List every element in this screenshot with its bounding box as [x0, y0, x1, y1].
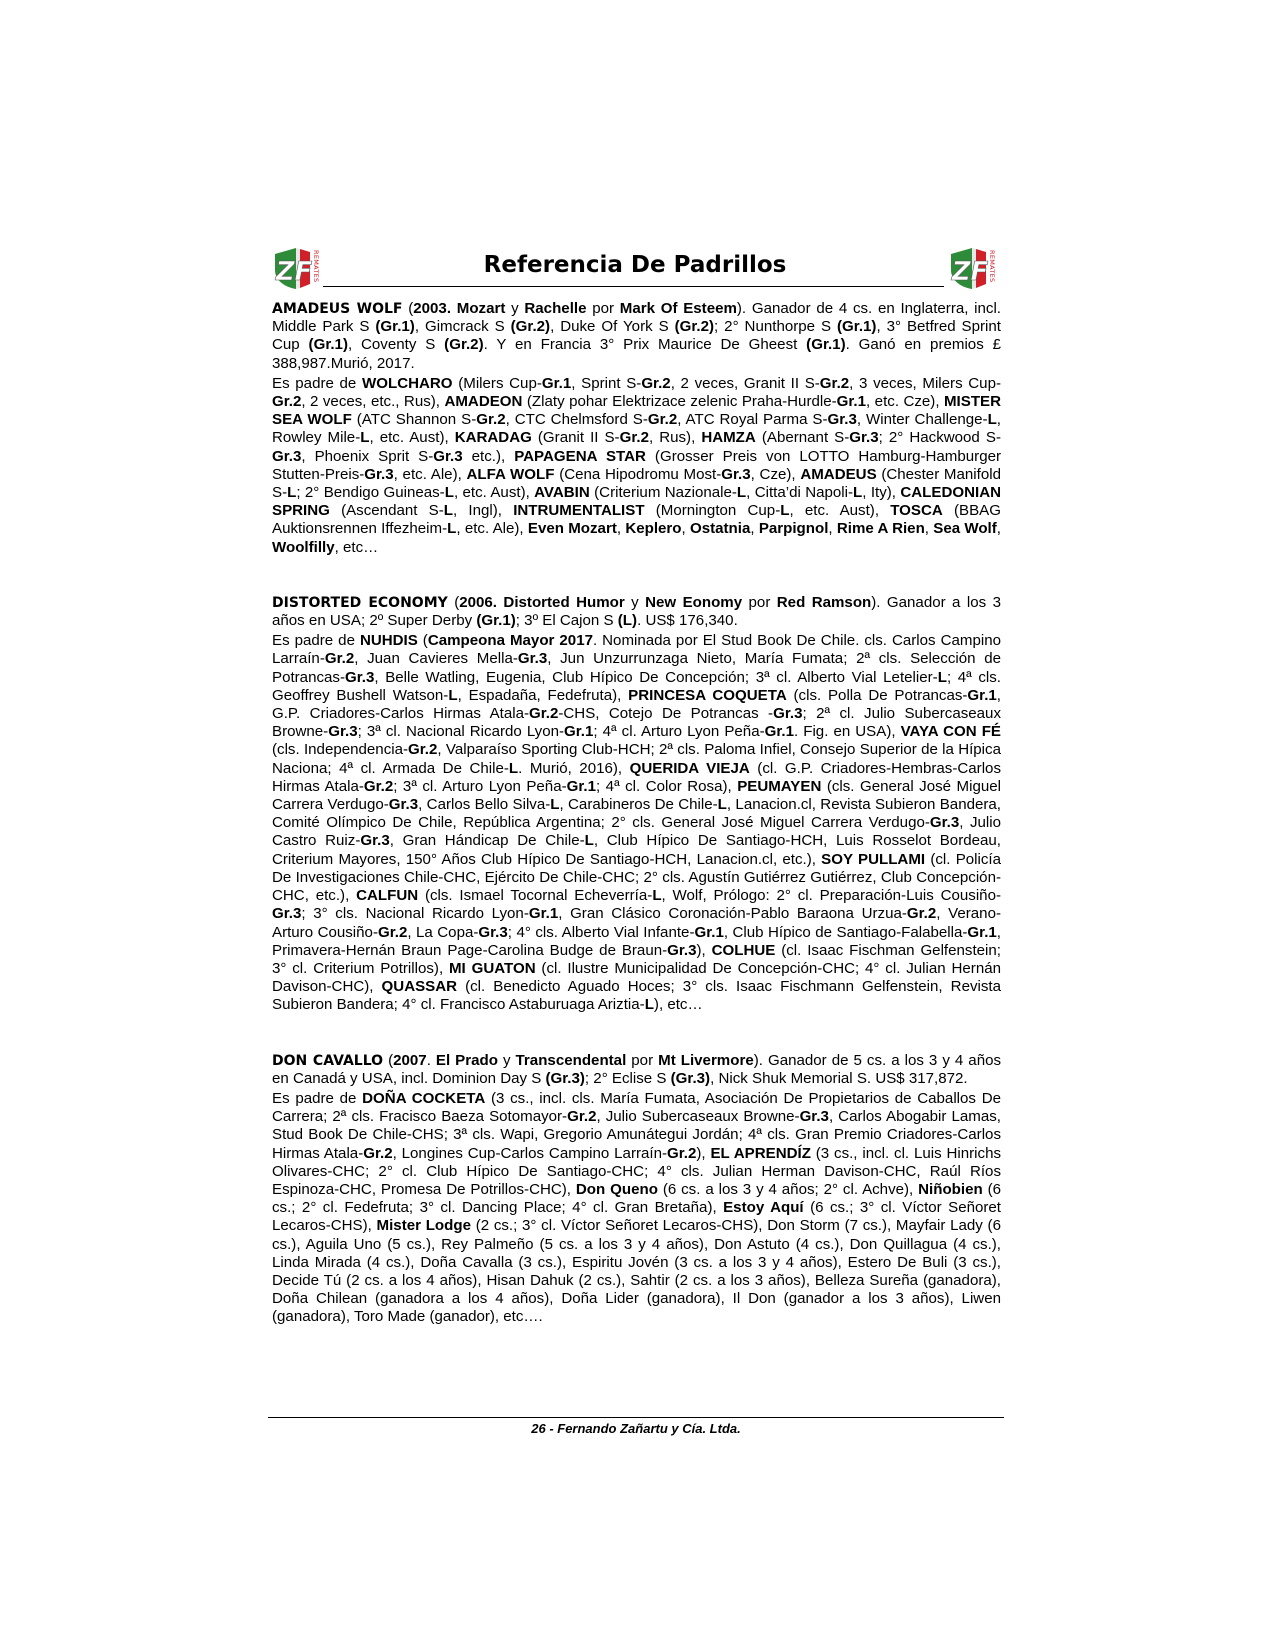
text-run: -CHS, Cotejo De Potrancas -	[558, 705, 774, 723]
text-run: (Ascendant S-	[329, 502, 444, 520]
bold-text-run: Gr.1	[836, 393, 867, 411]
text-run: (cls. General José Miguel Carrera Verdugo-	[272, 777, 1001, 814]
bold-text-run: TOSCA	[890, 502, 943, 520]
text-run: , Sprint S-	[571, 374, 642, 392]
text-run: ,	[750, 520, 759, 538]
text-run: , etc. Cze),	[866, 393, 944, 411]
bold-text-run: Woolfilly	[272, 538, 335, 556]
bold-text-run: Niñobien	[918, 1180, 983, 1198]
text-run: ,	[681, 520, 690, 538]
bold-text-run: Gr.1	[967, 686, 997, 704]
text-run: (cls. Polla De Potrancas-	[786, 686, 968, 704]
bold-text-run: Mister Lodge	[376, 1217, 471, 1235]
bold-text-run: Gr.3	[667, 941, 697, 959]
text-run: . Murió, 2016),	[518, 759, 630, 777]
bold-text-run: Gr.2	[272, 393, 302, 411]
text-run: ). Ganador de 5 cs. a los 3 y 4 años en Canadá y USA, incl. Dominion Day S	[272, 1051, 1002, 1087]
remates-logo-right	[946, 244, 1002, 290]
bold-text-run: Gr.3	[929, 814, 960, 832]
text-run: . Nominada por El Stud Book De Chile. cls. Carlos Campino Larraín-	[272, 632, 1001, 668]
page-title: Referencia De Padrillos	[483, 252, 787, 278]
text-run: . Fig. en USA),	[794, 723, 901, 741]
text-run: , Phoenix Sprit S-	[301, 447, 434, 465]
text-run: , CTC Chelmsford S-	[505, 411, 648, 429]
text-run: , Ingl),	[453, 502, 514, 520]
text-run: Es padre de	[272, 374, 362, 392]
text-run: ; 2° Eclise S	[584, 1069, 671, 1087]
text-run: ,	[996, 520, 1001, 538]
bold-text-run: 2006. Distorted Humor	[459, 593, 625, 611]
text-run: , Rus),	[648, 429, 702, 447]
bold-text-run: New Eonomy	[645, 593, 743, 611]
sire-entry	[272, 594, 1001, 1015]
bold-text-run: Gr.3	[721, 465, 751, 483]
text-run: (cl. Ilustre Municipalidad De Concepción-CHC; 4° cl. Julian Hernán Davison-CHC),	[272, 959, 1002, 996]
text-run: (	[383, 1051, 394, 1069]
bold-text-run: (Gr.2)	[444, 336, 484, 354]
text-run: , Espadaña, Fedefruta),	[457, 686, 629, 704]
bold-text-run: Gr.3	[478, 923, 508, 941]
bold-text-run: Gr.3	[345, 668, 375, 686]
bold-text-run: Estoy Aquí	[723, 1199, 804, 1217]
bold-text-run: AMADEON	[444, 393, 523, 411]
text-run: , Julio Castro Ruiz-	[272, 814, 1002, 850]
text-run: ; 4ª cl. Color Rosa),	[596, 777, 738, 795]
bold-text-run: (L)	[617, 612, 638, 630]
text-run: (	[447, 593, 460, 611]
text-run: (3 cs., incl. cls. María Fumata, Asociación De Propietarios de Caballos De Carrera; 2ª cls. Fracisco Baeza Sotomayor-	[272, 1089, 1001, 1126]
footer-rule	[268, 1417, 1004, 1418]
bold-text-run: (Gr.3)	[545, 1069, 585, 1087]
text-run: , Club Hípico De Santiago-HCH, Luis Rosselot Bordeau, Criterium Mayores, 150° Años Club Hípico De Santiago-HCH, Lanacion.cl, etc.),	[272, 832, 1001, 868]
sire-name: DON CAVALLO	[272, 1052, 384, 1069]
text-run: (	[417, 632, 428, 650]
bold-text-run: Gr.3	[272, 447, 302, 465]
bold-text-run: L	[987, 411, 997, 429]
sire-name: AMADEUS WOLF	[272, 301, 403, 317]
bold-text-run: L	[444, 484, 454, 502]
sire-progeny	[272, 632, 1001, 1014]
bold-text-run: Red Ramson	[776, 593, 872, 611]
bold-text-run: Gr.3	[849, 429, 879, 447]
text-run: y	[624, 593, 646, 611]
text-run: (	[402, 300, 414, 317]
bold-text-run: Gr.2	[529, 705, 559, 723]
bold-text-run: Campeona Mayor 2017	[427, 632, 593, 650]
text-run: (Milers Cup-	[452, 374, 542, 392]
text-run: ; 4° cls. Alberto Vial Infante-	[507, 923, 695, 941]
sire-entry	[272, 300, 1001, 557]
bold-text-run: Gr.3	[388, 796, 419, 814]
text-run: , Jun Unzurrunzaga Nieto, María Fumata; 2ª cls. Selección de Potrancas-	[272, 650, 1001, 686]
text-run: ,	[616, 520, 626, 538]
bold-text-run: Gr.2	[363, 777, 394, 795]
bold-text-run: AMADEUS	[800, 465, 877, 483]
bold-text-run: Gr.2	[667, 1144, 697, 1162]
text-run: . Ganó en premios £ 388,987.Murió, 2017.	[272, 336, 1001, 372]
text-run: (ATC Shannon S-	[351, 411, 477, 429]
text-run: , Coventy S	[347, 336, 445, 354]
text-run: , Verano-Arturo Cousiño-	[272, 905, 1001, 941]
bold-text-run: Gr.1	[764, 723, 794, 741]
text-run: (6 cs. a los 3 y 4 años; 2° cl. Achve),	[657, 1180, 919, 1198]
bold-text-run: INTRUMENTALIST	[513, 502, 645, 520]
text-run: , etc…	[334, 538, 379, 556]
bold-text-run: Gr.1	[694, 923, 724, 941]
bold-text-run: L	[780, 502, 790, 520]
text-run: (Abernant S-	[755, 429, 850, 447]
bold-text-run: Even Mozart	[527, 520, 617, 538]
text-run: , etc. Aust),	[369, 429, 455, 447]
bold-text-run: DOÑA COCKETA	[362, 1089, 486, 1107]
sire-entry	[272, 1052, 1001, 1327]
bold-text-run: Gr.1	[564, 723, 594, 741]
bold-text-run: Gr.2	[377, 923, 408, 941]
text-run: , Julio Subercaseaux Browne-	[596, 1108, 800, 1126]
text-run: , Club Hípico de Santiago-Falabella-	[723, 923, 968, 941]
text-run: Es padre de	[272, 1089, 363, 1107]
bold-text-run: L	[287, 484, 297, 502]
bold-text-run: VAYA CON FÉ	[900, 723, 1001, 741]
sire-bio	[272, 594, 1001, 630]
text-run: , Gran Hándicap De Chile-	[389, 832, 585, 850]
bold-text-run: Gr.1	[566, 777, 596, 795]
text-run: (Zlaty pohar Elektrizace zelenic Praha-Hurdle-	[522, 393, 837, 411]
bold-text-run: (Gr.1)	[806, 336, 846, 354]
text-run: , etc. Ale),	[393, 465, 467, 483]
svg-text:ZF: ZF	[951, 257, 989, 287]
bold-text-run: L	[443, 502, 453, 520]
bold-text-run: COLHUE	[711, 941, 776, 959]
text-run: , 3 veces, Milers Cup-	[849, 374, 1001, 392]
text-run: , etc. Ale),	[456, 520, 528, 538]
bold-text-run: Sea Wolf	[933, 520, 997, 538]
text-run: ; 2ª cl. Julio Subercaseaux Browne-	[272, 705, 1001, 741]
bold-text-run: KARADAG	[454, 429, 532, 447]
text-run: , Juan Cavieres Mella-	[354, 650, 518, 668]
text-run: , La Copa-	[407, 923, 479, 941]
text-run: (cls. Ismael Tocornal Echeverría-	[418, 887, 653, 905]
sire-progeny	[272, 1090, 1001, 1327]
text-run: , Rowley Mile-	[272, 411, 1001, 447]
text-run: , Wolf, Prólogo: 2° cl. Preparación-Luis Cousiño-	[661, 887, 1001, 905]
text-run: ; 4ª cl. Arturo Lyon Peña-	[593, 723, 765, 741]
text-run: ; 3° cls. Nacional Ricardo Lyon-	[301, 905, 529, 923]
bold-text-run: NUHDIS	[359, 632, 418, 650]
bold-text-run: Gr.3	[773, 705, 803, 723]
text-run: y	[497, 1051, 516, 1069]
bold-text-run: MI GUATON	[448, 959, 536, 977]
text-run: , etc. Aust),	[789, 502, 891, 520]
text-run: , Carabineros De Chile-	[559, 796, 718, 814]
text-run: , ATC Royal Parma S-	[677, 411, 828, 429]
bold-text-run: Gr.2	[819, 374, 850, 392]
bold-text-run: PAPAGENA STAR	[514, 447, 646, 465]
text-run: ). Ganador a los 3 años en USA; 2º Super Derby	[272, 593, 1001, 630]
text-run: (BBAG Auktionsrennen Iffezheim-	[272, 502, 1001, 538]
bold-text-run: Mark Of Esteem	[619, 300, 737, 317]
text-run: (Criterium Nazionale-	[589, 484, 737, 502]
bold-text-run: Gr.2	[408, 741, 438, 759]
bold-text-run: (Gr.2)	[674, 318, 715, 336]
bold-text-run: L	[853, 484, 863, 502]
bold-text-run: AVABIN	[534, 484, 590, 502]
bold-text-run: Don Queno	[575, 1180, 658, 1198]
bold-text-run: CALEDONIAN SPRING	[272, 484, 1001, 520]
text-run: , Cze),	[750, 465, 801, 483]
page-footer: 26 - Fernando Zañartu y Cía. Ltda.	[531, 1421, 741, 1436]
bold-text-run: Ostatnia	[689, 520, 751, 538]
text-run: ; 3ª cl. Nacional Ricardo Lyon-	[357, 723, 565, 741]
bold-text-run: CALFUN	[356, 887, 419, 905]
text-run: . US$ 176,340.	[637, 612, 738, 630]
text-run: , Citta’di Napoli-	[746, 484, 854, 502]
bold-text-run: L	[717, 796, 727, 814]
bold-text-run: Parpignol	[758, 520, 829, 538]
text-run: (cl. G.P. Criadores-Hembras-Carlos Hirmas Atala-	[272, 759, 1001, 795]
bold-text-run: HAMZA	[701, 429, 756, 447]
text-run: , 2 veces, Granit II S-	[670, 374, 820, 392]
bold-text-run: El Prado	[435, 1051, 498, 1069]
bold-text-run: L	[584, 832, 594, 850]
text-run: , etc. Aust),	[453, 484, 535, 502]
text-run: ; 4ª cls. Geoffrey Bushell Watson-	[272, 668, 1002, 704]
bold-text-run: Gr.2	[363, 1144, 393, 1162]
text-run: y	[505, 300, 525, 317]
bold-text-run: Gr.3	[364, 465, 394, 483]
bold-text-run: (Gr.1)	[308, 336, 348, 354]
bold-text-run: L	[644, 996, 654, 1014]
text-run: , G.P. Criadores-Carlos Hirmas Atala-	[272, 686, 1001, 723]
bold-text-run: Gr.2	[619, 429, 649, 447]
bold-text-run: Gr.2	[647, 411, 678, 429]
bold-text-run: PRINCESA COQUETA	[628, 686, 787, 704]
text-run: , Longines Cup-Carlos Campino Larraín-	[392, 1144, 668, 1162]
bold-text-run: (Gr.1)	[837, 318, 877, 336]
text-run: , Gran Clásico Coronación-Pablo Baraona Urzua-	[558, 905, 907, 923]
bold-text-run: 2007	[393, 1051, 427, 1069]
text-run: por	[626, 1051, 659, 1069]
text-run: , Valparaíso Sporting Club-HCH; 2ª cls. Paloma Infiel, Consejo Superior de la Hípica Naciona; 4ª cl. Armada De Chile-	[272, 741, 1001, 777]
sire-bio	[272, 1052, 1001, 1088]
text-run: ). Ganador de 4 cs. en Inglaterra, incl. Middle Park S	[272, 300, 1001, 336]
bold-text-run: L	[447, 520, 457, 538]
bold-text-run: 2003. Mozart	[413, 300, 506, 317]
bold-text-run: Gr.3	[433, 447, 463, 465]
text-run: ),	[696, 1144, 711, 1162]
bold-text-run: L	[937, 668, 947, 686]
text-run: Es padre de	[272, 632, 360, 650]
bold-text-run: Gr.3	[272, 905, 302, 923]
bold-text-run: EL APRENDÍZ	[710, 1144, 811, 1162]
bold-text-run: Gr.3	[360, 832, 390, 850]
text-run: (6 cs.; 3° cl. Víctor Señoret Lecaros-CHS),	[272, 1199, 1001, 1235]
text-run: ; 3ª cl. Arturo Lyon Peña-	[393, 777, 567, 795]
bold-text-run: (Gr.3)	[670, 1069, 711, 1087]
text-run: (cl. Isaac Fischman Gelfenstein; 3° cl. Criterium Potrillos),	[272, 941, 1001, 977]
svg-text:REMATES: REMATES	[312, 250, 320, 283]
bold-text-run: QUERIDA VIEJA	[629, 759, 750, 777]
text-run: , Gimcrack S	[414, 318, 511, 336]
bold-text-run: Gr.1	[541, 374, 572, 392]
text-run: ),	[696, 941, 712, 959]
text-run: , Carlos Bello Silva-	[418, 796, 551, 814]
text-run: por	[742, 593, 777, 611]
bold-text-run: Gr.1	[967, 923, 997, 941]
text-run: (6 cs.; 2° cl. Fedefruta; 3° cl. Dancing Place; 4° cl. Gran Bretaña),	[272, 1180, 1002, 1217]
sire-progeny	[272, 375, 1001, 557]
text-run: ; 2° Bendigo Guineas-	[296, 484, 445, 502]
text-run: (Grosser Preis von LOTTO Hamburg-Hamburger Stutten-Preis-	[272, 447, 1002, 483]
text-run: . Y en Francia 3° Prix Maurice De Gheest	[483, 336, 807, 354]
bold-text-run: (Gr.1)	[375, 318, 415, 336]
bold-text-run: Keplero	[625, 520, 682, 538]
text-run: .	[426, 1051, 436, 1069]
bold-text-run: L	[508, 759, 519, 777]
bold-text-run: L	[652, 887, 662, 905]
text-run: , Belle Watling, Eugenia, Club Hípico De Concepción; 3ª cl. Alberto Vial Letelier-	[374, 668, 938, 686]
bold-text-run: (Gr.1)	[476, 612, 516, 630]
text-run: por	[586, 300, 620, 317]
text-run: ; 2° Hackwood S-	[878, 429, 1001, 447]
bold-text-run: MISTER SEA WOLF	[272, 393, 1002, 429]
bold-text-run: Mt Livermore	[658, 1051, 754, 1069]
text-run: (3 cs., incl. cl. Luis Hinrichs Olivares-CHC; 2° cl. Club Hípico De Santiago-CHC; 4° cls. Julian Herman Davison-CHC, Raúl Ríos Espinoza-CHC, Promesa De Potrillos-CHC),	[272, 1144, 1002, 1198]
bold-text-run: Transcendental	[515, 1051, 627, 1069]
text-run: , Ity),	[862, 484, 901, 502]
text-run: ; 3º El Cajon S	[515, 612, 618, 630]
header-rule	[323, 286, 944, 287]
text-run: ), etc…	[653, 996, 703, 1014]
bold-text-run: QUASSAR	[381, 978, 458, 996]
bold-text-run: ALFA WOLF	[466, 465, 555, 483]
text-run: , 2 veces, etc., Rus),	[301, 393, 445, 411]
bold-text-run: Rime A Rien	[836, 520, 925, 538]
text-run: ,	[828, 520, 837, 538]
bold-text-run: WOLCHARO	[362, 374, 453, 392]
text-run: (cl. Benedicto Aguado Hoces; 3° cls. Isaac Fischmann Gelfenstein, Revista Subieron Bandera; 4° cl. Francisco Astaburuaga Ariztia-	[272, 978, 1001, 1014]
sire-references	[272, 300, 1001, 1329]
text-run: (Mornington Cup-	[644, 502, 781, 520]
text-run: (2 cs.; 3° cl. Víctor Señoret Lecaros-CHS), Don Storm (7 cs.), Mayfair Lady (6 cs.), Aguila Uno (5 cs.), Rey Palmeño (5 cs. a los 3 y 4 años), Don Astuto (4 cs.), Don Quillagua (4 cs.), Linda Mirada (4 cs.), Doña Cavalla (3 cs.), Espiritu Jovén (3 cs. a los 3 y 4 años), Estero De Buli (3 cs.), Decide Tú (2 cs. a los 4 años), Hisan Dahuk (2 cs.), Sahtir (2 cs. a los 3 años), Belleza Sureña (ganadora), Doña Chilean (ganadora a los 4 años), Doña Lider (ganadora), Il Don (ganador a los 3 años), Liwen (ganadora), Toro Made (ganador), etc….	[272, 1217, 1001, 1326]
text-run: , Lanacion.cl, Revista Subieron Bandera, Comité Olímpico De Chile, República Argentina; 2° cls. General José Miguel Carrera Verdugo-	[272, 796, 1001, 832]
bold-text-run: PEUMAYEN	[737, 777, 822, 795]
bold-text-run: (Gr.2)	[510, 318, 551, 336]
text-run: (Chester Manifold S-	[272, 465, 1001, 502]
text-run: (cl. Policía De Investigaciones Chile-CHC, Ejército De Chile-CHC; 2° cls. Agustín Gutiérrez Gutiérrez, Club Concepción-CHC, etc.),	[272, 850, 1001, 905]
text-run: , Duke Of York S	[550, 318, 675, 336]
text-run: , Nick Shuk Memorial S. US$ 317,872.	[710, 1069, 968, 1087]
bold-text-run: Gr.2	[324, 650, 355, 668]
bold-text-run: L	[360, 429, 370, 447]
bold-text-run: Gr.3	[517, 650, 548, 668]
bold-text-run: Gr.2	[476, 411, 506, 429]
text-run: (Granit II S-	[531, 429, 620, 447]
text-run: (Cena Hipodromu Most-	[554, 465, 722, 483]
text-run: , Carlos Abogabir Lamas, Stud Book De Chile-CHS; 3ª cls. Wapi, Gregorio Amunátegui Jordán; 4ª cls. Gran Premio Criadores-Carlos Hirmas Atala-	[272, 1108, 1001, 1162]
text-run: , Primavera-Hernán Braun Page-Carolina Budge de Braun-	[272, 923, 1001, 959]
bold-text-run: L	[736, 484, 747, 502]
bold-text-run: Rachelle	[524, 300, 587, 317]
text-run: ; 2° Nunthorpe S	[714, 318, 838, 336]
svg-text:ZF: ZF	[275, 257, 313, 287]
bold-text-run: L	[448, 686, 458, 704]
text-run: etc.),	[462, 447, 515, 465]
svg-text:REMATES: REMATES	[988, 250, 996, 283]
text-run: , 3° Betfred Sprint Cup	[272, 318, 1001, 354]
sire-bio	[272, 300, 1001, 373]
text-run: (cls. Independencia-	[272, 741, 409, 759]
bold-text-run: Gr.3	[799, 1108, 829, 1126]
remates-logo-left	[270, 244, 326, 290]
bold-text-run: Gr.1	[528, 905, 559, 923]
bold-text-run: Gr.2	[641, 374, 671, 392]
text-run: ,	[924, 520, 934, 538]
bold-text-run: SOY PULLAMI	[821, 850, 926, 868]
bold-text-run: Gr.2	[906, 905, 937, 923]
bold-text-run: Gr.2	[567, 1108, 597, 1126]
text-run: , Winter Challenge-	[856, 411, 988, 429]
bold-text-run: L	[550, 796, 560, 814]
sire-name: DISTORTED ECONOMY	[272, 594, 448, 611]
bold-text-run: Gr.3	[328, 723, 358, 741]
bold-text-run: Gr.3	[827, 411, 857, 429]
